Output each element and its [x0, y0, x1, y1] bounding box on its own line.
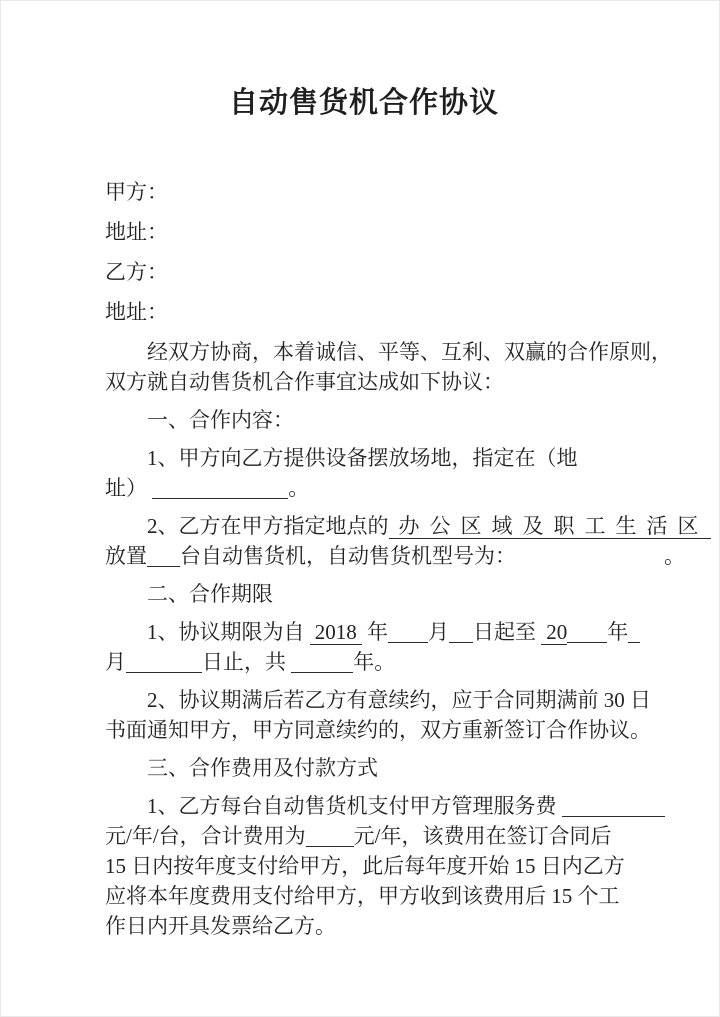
text-run: 日起至 — [473, 620, 542, 644]
blank-field — [562, 797, 665, 817]
text-run: 作日内开具发票给乙方。 — [105, 914, 336, 938]
text-line — [105, 715, 651, 745]
text-line — [105, 791, 623, 821]
text-run: 年 — [607, 620, 629, 644]
blank-field — [152, 479, 288, 499]
text-run: 办公区域及职工生活区 — [389, 514, 711, 539]
text-line — [105, 337, 672, 367]
text-line — [105, 685, 651, 715]
text-run: 日止，共 — [202, 650, 292, 674]
paragraph — [105, 617, 629, 677]
paragraph — [105, 443, 623, 503]
blank-field — [126, 653, 202, 673]
text-run: 2、协议期满后若乙方有意续约，应于合同期满前 30 日 — [147, 688, 651, 712]
text-run: 放置 — [105, 544, 147, 568]
blank-field — [147, 547, 180, 567]
text-line — [105, 881, 623, 911]
contract-body — [105, 337, 709, 941]
text-line — [105, 541, 685, 571]
text-run: 20 — [541, 620, 567, 645]
text-line — [105, 617, 629, 647]
text-run: 1、甲方向乙方提供设备摆放场地，指定在（地 — [147, 446, 578, 470]
gap-spacer — [516, 547, 664, 567]
text-line — [105, 753, 623, 783]
text-line — [105, 851, 623, 881]
text-line — [105, 511, 709, 541]
text-run: 2、乙方在甲方指定地点的 — [147, 514, 389, 538]
party-line: 地址： — [105, 220, 168, 244]
section-heading — [105, 579, 623, 609]
text-line — [105, 821, 623, 851]
text-run: 月 — [105, 650, 126, 674]
text-line — [105, 647, 623, 677]
text-run: 年 — [361, 620, 388, 644]
section-heading — [105, 405, 623, 435]
paragraph — [105, 511, 709, 571]
text-run: 三、合作费用及付款方式 — [147, 756, 378, 780]
text-run: 。 — [288, 476, 310, 500]
text-run: 一、合作内容： — [147, 408, 294, 432]
blank-field — [291, 653, 353, 673]
text-line — [105, 443, 623, 473]
party-line: 地址： — [105, 300, 168, 324]
text-run: 月 — [428, 620, 449, 644]
text-run: 2018 — [310, 620, 362, 645]
doc-title: 自动售货机合作协议 — [228, 87, 499, 119]
text-run: 二、合作期限 — [147, 582, 273, 606]
party-line: 乙方： — [105, 260, 168, 284]
text-run: 1、乙方每台自动售货机支付甲方管理服务费 — [147, 794, 562, 818]
text-run: 址） — [105, 476, 153, 500]
text-run: 15 日内按年度支付给甲方，此后每年度开始 15 日内乙方 — [105, 854, 625, 878]
text-line — [105, 367, 623, 397]
blank-field — [628, 623, 640, 643]
text-run: 年。 — [353, 650, 396, 674]
text-run: 元/年，该费用在签订合同后 — [353, 824, 612, 848]
section-heading — [105, 753, 623, 783]
blank-field — [306, 827, 354, 847]
text-run: 双方就自动售货机合作事宜达成如下协议： — [105, 370, 504, 394]
paragraph — [105, 685, 651, 745]
party-line: 甲方： — [105, 180, 168, 204]
blank-field — [388, 623, 428, 643]
text-run: 。 — [664, 544, 685, 568]
text-run: 书面通知甲方，甲方同意续约的，双方重新签订合作协议。 — [105, 718, 651, 742]
text-line — [105, 405, 623, 435]
blank-field — [567, 623, 607, 643]
text-run: 经双方协商，本着诚信、平等、互利、双赢的合作原则， — [147, 340, 672, 364]
text-run: 台自动售货机，自动售货机型号为： — [180, 544, 516, 568]
text-run: 应将本年度费用支付给甲方，甲方收到该费用后 15 个工 — [105, 884, 620, 908]
text-run: 1、协议期限为自 — [147, 620, 310, 644]
text-line — [105, 473, 623, 503]
text-line — [105, 579, 623, 609]
text-line — [105, 911, 623, 941]
text-run: 元/年/台，合计费用为 — [105, 824, 306, 848]
party-block — [105, 177, 623, 327]
blank-field — [449, 623, 473, 643]
paragraph — [105, 337, 672, 397]
paragraph — [105, 791, 623, 941]
